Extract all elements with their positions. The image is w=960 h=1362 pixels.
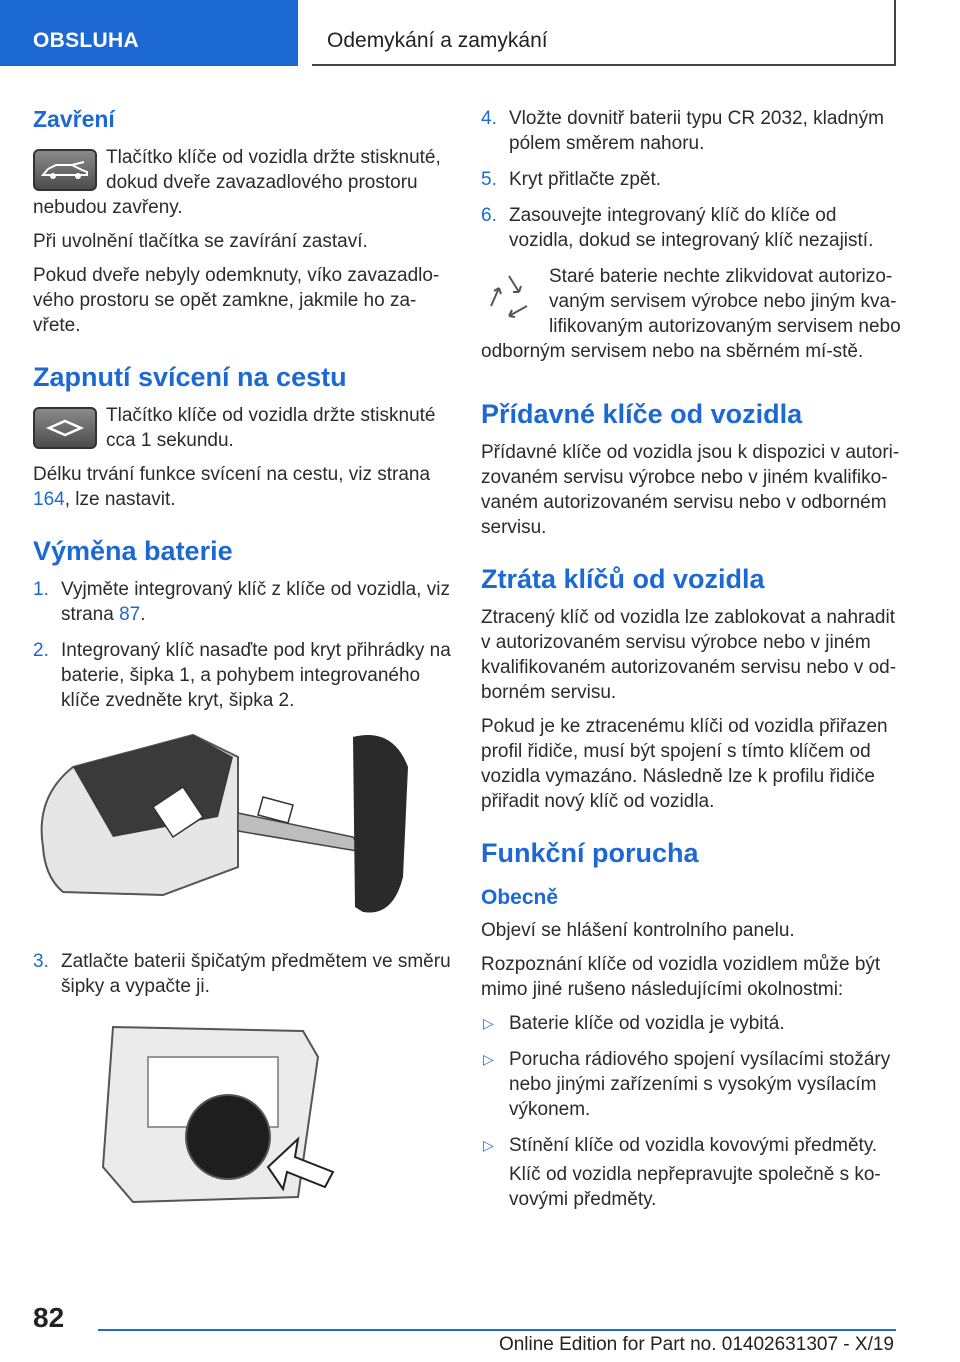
heading-lights: Zapnutí svícení na cestu [33,362,347,392]
footer-edition: Online Edition for Part no. 01402631307 - X/19 [498,1334,894,1355]
triangle-bullet-icon: ▷ [483,1137,494,1153]
closing-row [33,145,453,229]
closing-text-2: Při uvolnění tlačítka se zavírání zastaví. [33,231,368,252]
car-trunk-icon [33,149,97,191]
battery-steps-right [481,106,901,253]
heading-malfunction: Funkční porucha [481,838,699,868]
lights-text-2: Délku trvání funkce svícení na cestu, viz strana 164, lze nastavit. [33,464,431,510]
recycle-icon [483,270,535,322]
lights-row [33,403,453,462]
battery-steps-cont [33,949,453,999]
list-item: 5. Kryt přitlačte zpět. [481,169,662,190]
malfunction-note: Klíč od vozidla nepřepravujte společně s ko-vovými předměty. [509,1164,881,1210]
key-open-illustration [33,727,453,937]
page-link-87[interactable]: 87 [119,604,141,625]
lights-text-1: Tlačítko klíče od vozidla držte stisknuté cca 1 sekundu. [106,405,436,451]
list-item: 6. Zasouvejte integrovaný klíč do klíče od vozidla, dokud se integrovaný klíč nezajistí. [481,205,874,251]
list-item: 3. Zatlačte baterii špičatým předmětem ve směru šipky a vypačte ji. [33,951,451,997]
subheading-general: Obecně [481,886,559,909]
heading-battery: Výměna baterie [33,536,233,566]
list-item: ▷ Stínění klíče od vozidla kovovými předměty. [483,1135,878,1156]
recycle-note [481,264,901,373]
malfunction-text-1: Objeví se hlášení kontrolního panelu. [481,920,795,941]
triangle-bullet-icon: ▷ [483,1051,494,1067]
malfunction-text-2: Rozpoznání klíče od vozidla vozidlem může být mimo jiné rušeno následujícími okolnostmi: [481,954,881,1000]
heading-extra-keys: Přídavné klíče od vozidla [481,399,803,429]
chapter-title: Odemykání a zamykání [312,0,896,66]
extra-keys-text: Přídavné klíče od vozidla jsou k dispozici v autori-zovaném servisu výrobce nebo v jiném kvalifiko-vaném autorizovaném servisu nebo v odborném servisu. [481,442,900,538]
list-item: ▷ Porucha rádiového spojení vysílacími stožáry nebo jinými zařízeními s vysokým vysílacím výkonem. [483,1049,891,1120]
list-item: ▷ Baterie klíče od vozidla je vybitá. [483,1013,785,1034]
lost-keys-text-1: Ztracený klíč od vozidla lze zablokovat a nahradit v autorizovaném servisu výrobce nebo v jiném kvalifikovaném autorizovaném servisu nebo v od-borném servisu. [481,607,897,703]
lost-keys-text-2: Pokud je ke ztracenému klíči od vozidla přiřazen profil řidiče, musí být spojení s tímto klíčem od vozidla vymazáno. Následně lze k profilu řidiče přiřadit nový klíč od vozidla. [481,716,888,812]
malfunction-bullets [481,1011,901,1158]
list-item: 2. Integrovaný klíč nasaďte pod kryt přihrádky na baterie, šipka 1, a pohybem integrovaného klíče zvedněte kryt, šipka 2. [33,640,451,711]
page-number: 82 [33,1302,65,1333]
headlight-icon [33,407,97,449]
list-item: 4. Vložte dovnitř baterii typu CR 2032, kladným pólem směrem nahoru. [481,108,884,154]
right-column [481,106,901,1221]
battery-illustration [33,1017,453,1217]
recycle-text: Staré baterie nechte zlikvidovat autorizo-vaným servisem výrobce nebo jiným kva-lifikovaným autorizovaným servisem nebo odborným servisem nebo na sběrném mí-stě. [481,266,901,362]
heading-lost-keys: Ztráta klíčů od vozidla [481,564,765,594]
footer-rule [98,1329,896,1331]
heading-closing: Zavření [33,106,115,132]
closing-text-1: Tlačítko klíče od vozidla držte stisknuté, dokud dveře zavazadlového prostoru nebudou zavřeny. [33,147,441,218]
section-tab: OBSLUHA [0,0,298,66]
battery-steps [33,577,453,713]
triangle-bullet-icon: ▷ [483,1015,494,1031]
left-column [33,98,453,1229]
page-link-164[interactable]: 164 [33,489,65,510]
list-item: 1. Vyjměte integrovaný klíč z klíče od vozidla, viz strana 87. [33,579,450,625]
closing-text-3: Pokud dveře nebyly odemknuty, víko zavazadlo-vého prostoru se opět zamkne, jakmile ho za-vřete. [33,265,440,336]
